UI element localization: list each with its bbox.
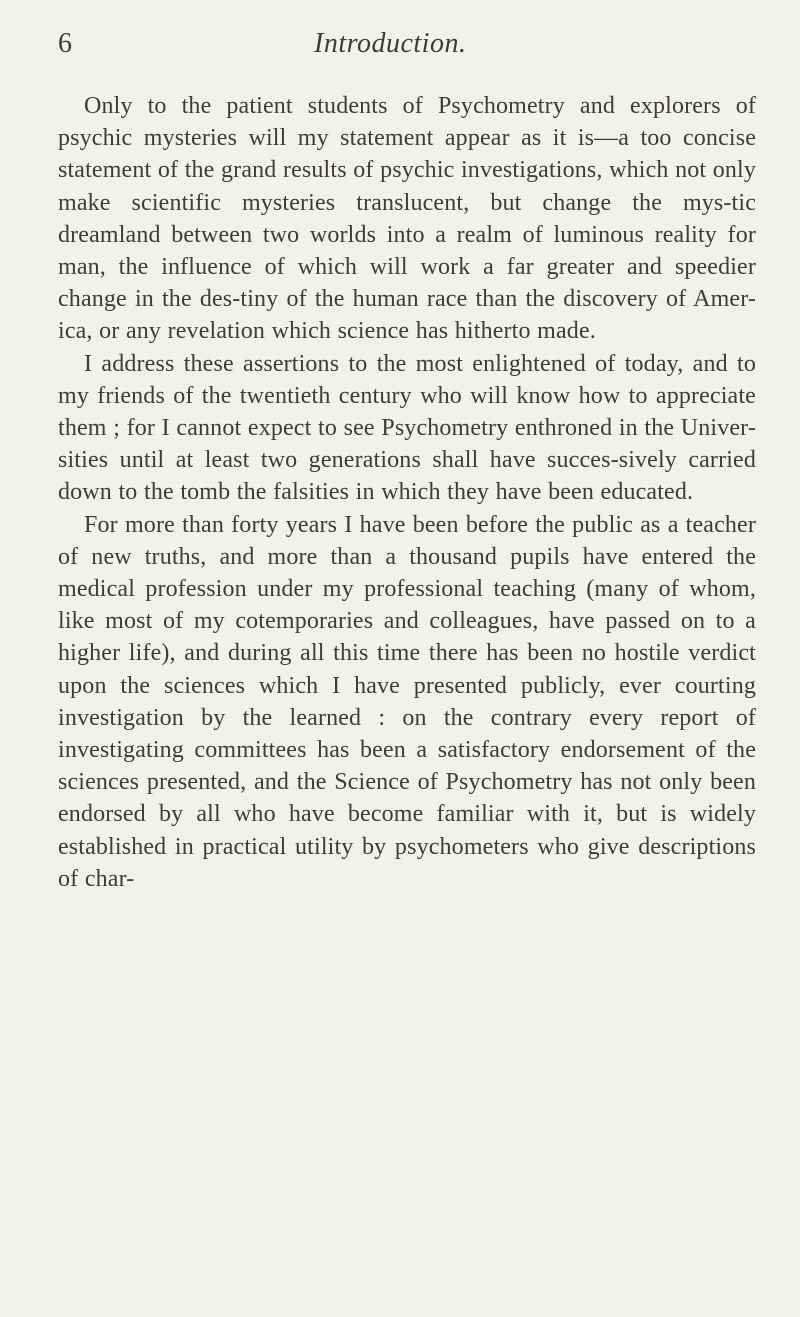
paragraph-2: I address these assertions to the most enlightened of today, and to my friends of the twentieth century who will know how to appreciate them ; for I cannot expect to see Psychometry enthroned in the Univer-sities until at least two generations shall have succes-sively carried down to the tomb the falsities in which they have been educated. <box>58 350 756 506</box>
book-page <box>58 30 756 895</box>
body-text <box>58 90 756 895</box>
paragraph-1: Only to the patient students of Psychometry and explorers of psychic mysteries will my statement appear as it is—a too concise statement of the grand results of psychic investigations, which not only make scientific mysteries translucent, but change the mys-tic dreamland between two worlds into a realm of luminous reality for man, the influence of which will work a far greater and speedier change in the des-tiny of the human race than the discovery of Amer-ica, or any revelation which science has hitherto made. <box>58 93 757 345</box>
running-head <box>58 30 756 60</box>
running-title: Introduction. <box>314 28 467 59</box>
page-number: 6 <box>58 28 72 59</box>
paragraph-3: For more than forty years I have been before the public as a teacher of new truths, and more than a thousand pupils have entered the medical profession under my professional teaching (many of whom, like most of my cotemporaries and colleagues, have passed on to a higher life), and during all this time there has been no hostile verdict upon the sciences which I have presented publicly, ever courting investigation by the learned : on the contrary every report of investigating committees has been a satisfactory endorsement of the sciences presented, and the Science of Psychometry has not only been endorsed by all who have become familiar with it, but is widely established in practical utility by psychometers who give descriptions of char- <box>58 511 756 892</box>
